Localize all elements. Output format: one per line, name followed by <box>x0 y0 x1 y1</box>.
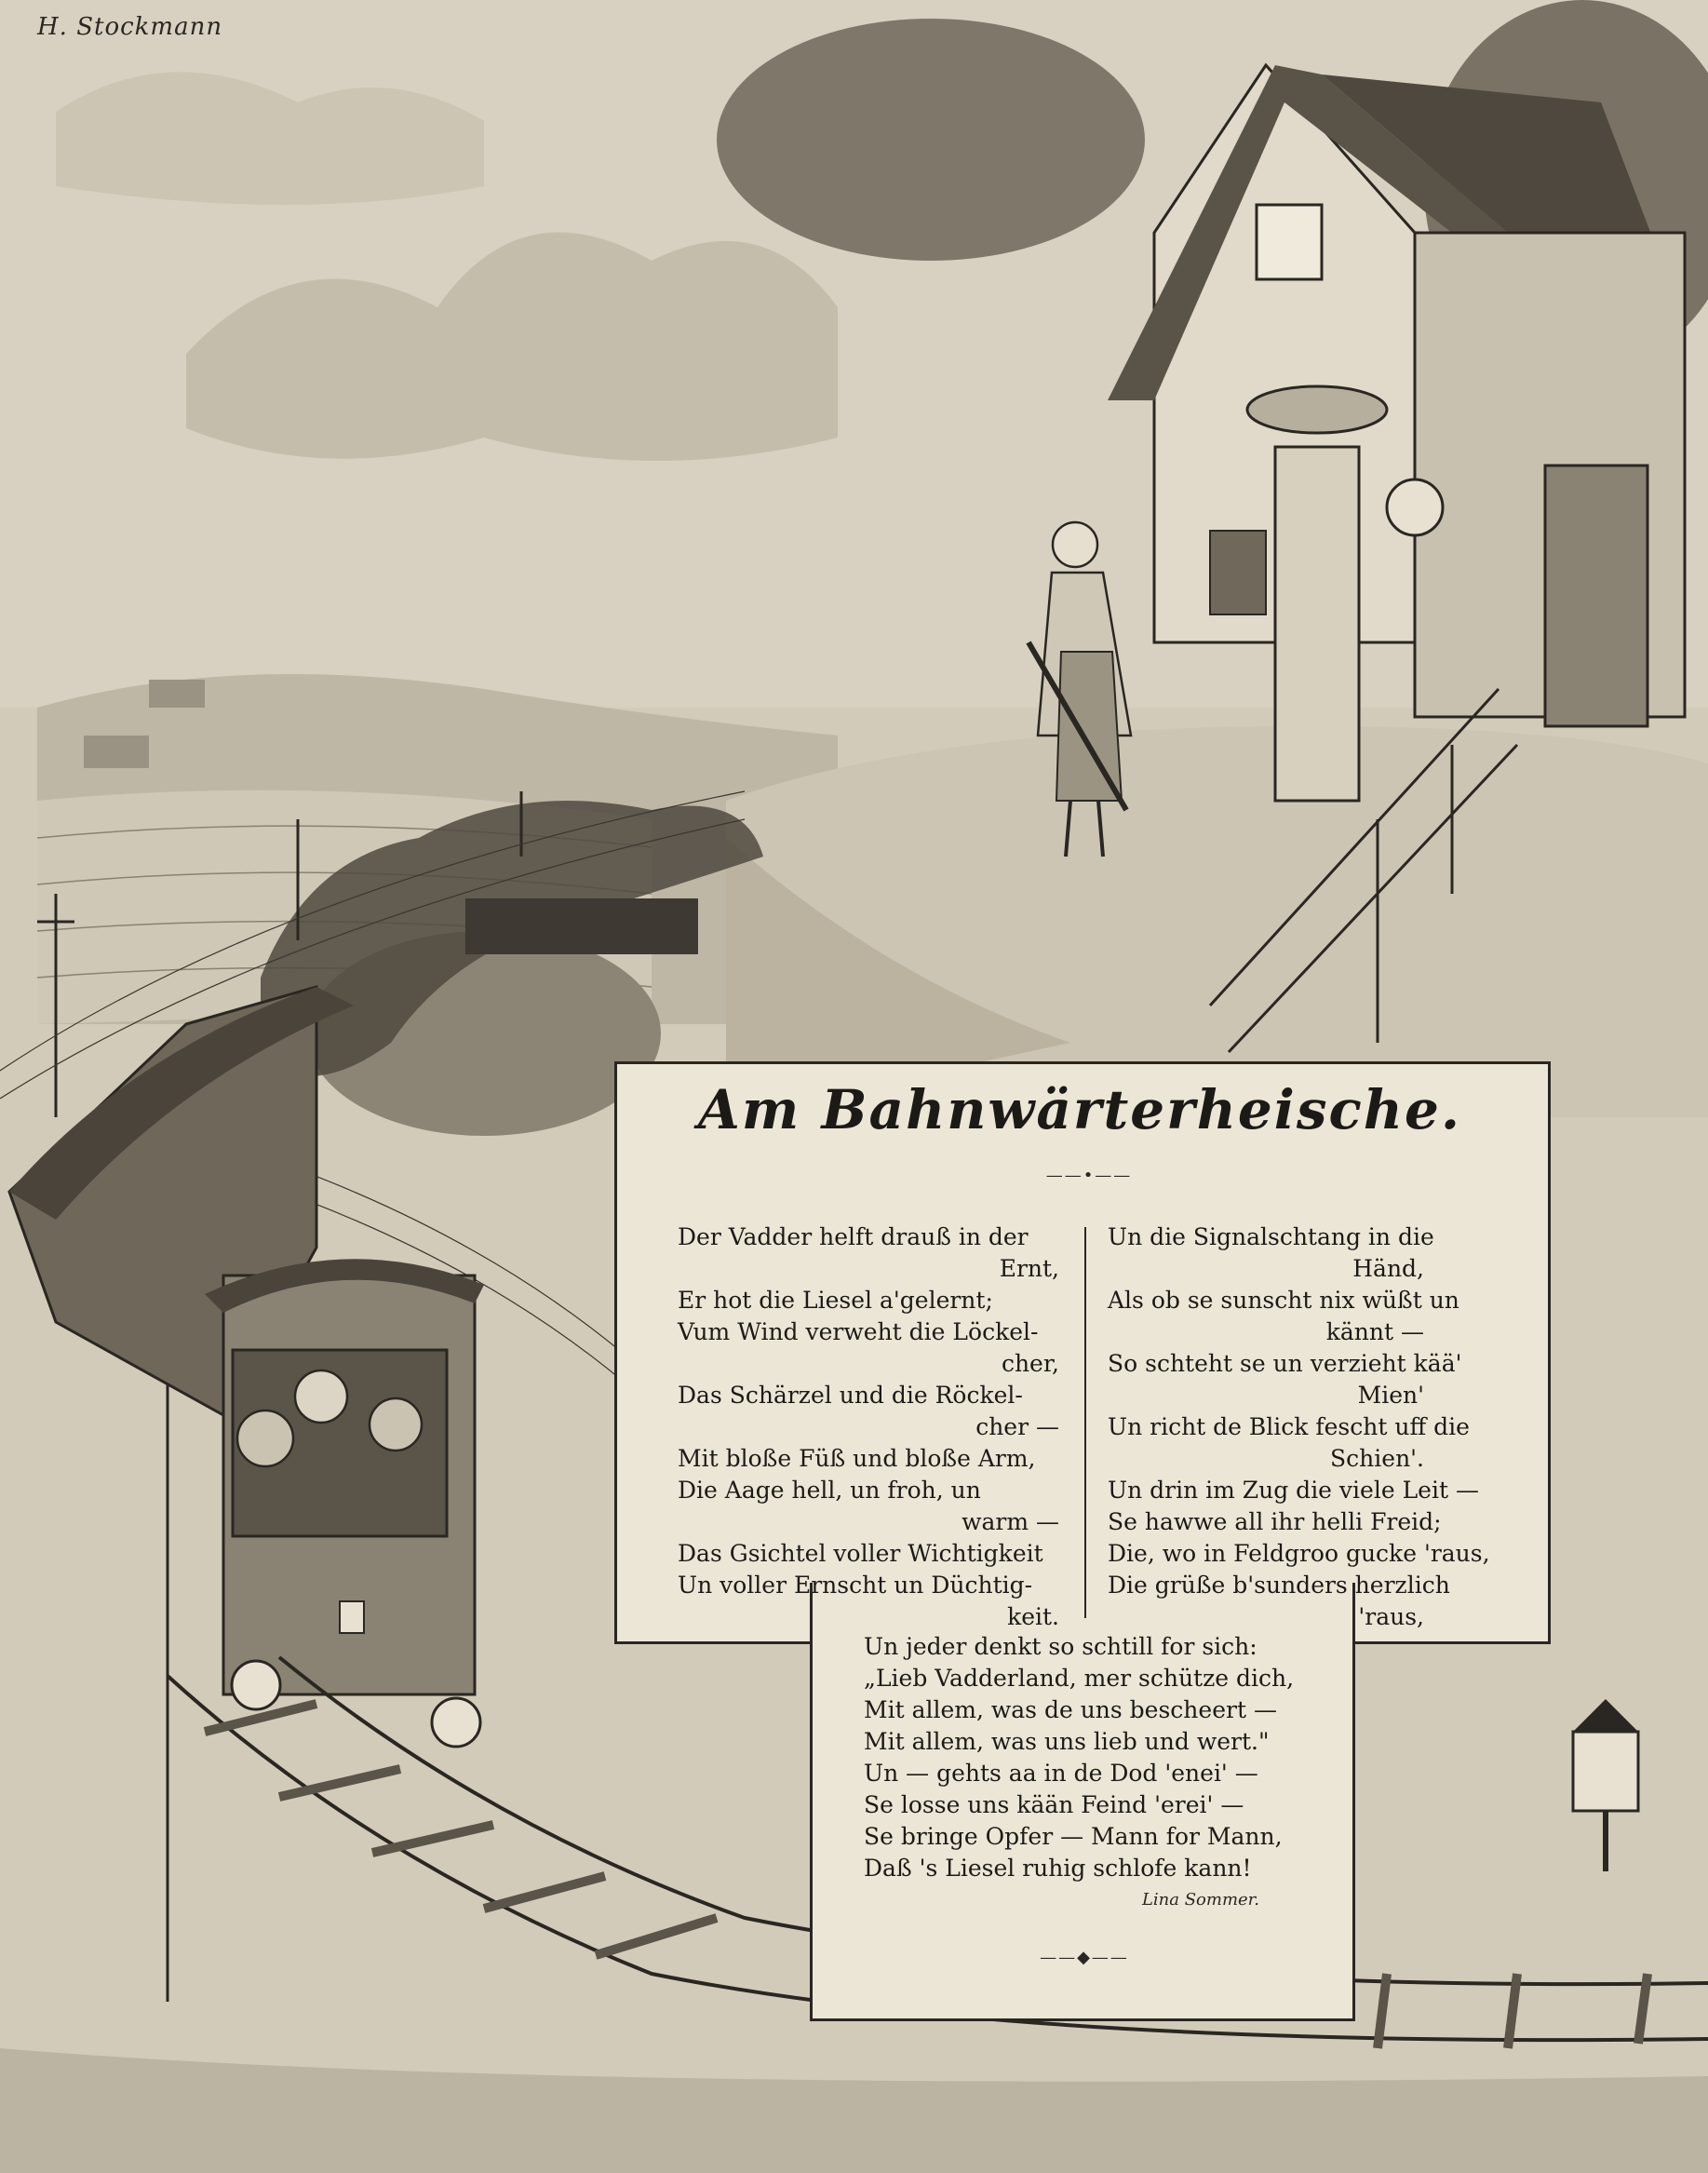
distant-house <box>149 680 205 708</box>
train-rear-lamp <box>340 1601 364 1633</box>
poem-line: Un jeder denkt so schtill for sich: <box>864 1633 1257 1660</box>
poem-right-column <box>1108 1221 1490 1633</box>
soldier-head-1 <box>237 1410 293 1466</box>
signal-post <box>1275 447 1359 801</box>
trackside-lamp-cap <box>1573 1699 1638 1732</box>
poem-line: Daß 's Liesel ruhig schlofe kann! <box>864 1855 1252 1882</box>
artist-signature: H. Stockmann <box>37 13 223 41</box>
poem-line: Das Gsichtel voller Wichtigkeit <box>678 1540 1043 1567</box>
column-divider <box>1084 1227 1086 1618</box>
tree-canopy <box>717 19 1145 261</box>
poem-line: keit. <box>1007 1603 1059 1630</box>
buffer-right <box>432 1698 480 1747</box>
poem-line: Die, wo in Feldgroo gucke 'raus, <box>1108 1540 1490 1567</box>
foreground-ground <box>0 2048 1708 2173</box>
poem-line: Mit allem, was de uns bescheert — <box>864 1696 1277 1723</box>
buffer-left <box>232 1661 280 1709</box>
poem-line: Er hot die Liesel a'gelernt; <box>678 1287 993 1314</box>
poem-line: warm — <box>962 1508 1059 1535</box>
poem-line: So schteht se un verzieht kää' <box>1108 1350 1462 1377</box>
poem-line: Das Schärzel und die Röckel- <box>678 1382 1023 1409</box>
soldier-head-2 <box>295 1370 347 1423</box>
poem-line: „Lieb Vadderland, mer schütze dich, <box>864 1665 1295 1692</box>
poem-line: Un — gehts aa in de Dod 'enei' — <box>864 1760 1258 1787</box>
house-door <box>1545 466 1647 726</box>
poem-left-column <box>678 1221 1059 1633</box>
poem-line: Mit allem, was uns lieb und wert." <box>864 1728 1270 1755</box>
poem-line: Der Vadder helft drauß in der <box>678 1223 1029 1250</box>
end-ornament: ——◆—— <box>1040 1948 1129 1967</box>
poem-author: Lina Sommer. <box>1141 1890 1260 1910</box>
poem-line: cher — <box>975 1413 1059 1440</box>
house-lower-window <box>1210 531 1266 614</box>
poem-line: Mit bloße Füß und bloße Arm, <box>678 1445 1036 1472</box>
poem-line: Vum Wind verweht die Löckel- <box>678 1318 1039 1345</box>
poem-line: cher, <box>1001 1350 1059 1377</box>
poem-line: Schien'. <box>1330 1445 1424 1472</box>
poem-line: kännt — <box>1325 1318 1424 1345</box>
girl-head <box>1053 522 1097 567</box>
poem-line: Die Aage hell, un froh, un <box>678 1477 981 1504</box>
poem-line: Se hawwe all ihr helli Freid; <box>1108 1508 1442 1535</box>
poem-line: Händ, <box>1352 1255 1424 1282</box>
trackside-lamp <box>1573 1732 1638 1811</box>
poem-line: Un drin im Zug die viele Leit — <box>1108 1477 1479 1504</box>
poem-line: Se bringe Opfer — Mann for Mann, <box>864 1823 1283 1850</box>
girl-skirt-apron <box>1056 652 1122 801</box>
distant-train <box>465 898 698 954</box>
poem-line: Un voller Ernscht un Düchtig- <box>678 1572 1033 1599</box>
soldier-head-3 <box>370 1398 422 1451</box>
house-window <box>1257 205 1322 279</box>
poem-line: Un richt de Blick fescht uff die <box>1108 1413 1470 1440</box>
poem-line: Ernt, <box>999 1255 1059 1282</box>
signal-post-cap <box>1247 386 1387 433</box>
distant-house-2 <box>84 736 149 768</box>
poem-line: Die grüße b'sunders herzlich <box>1108 1572 1450 1599</box>
poem-line: 'raus, <box>1358 1603 1424 1630</box>
poem-line: Se losse uns kään Feind 'erei' — <box>864 1791 1244 1818</box>
poem-line: Mien' <box>1357 1382 1424 1409</box>
poem-line: Un die Signalschtang in die <box>1108 1223 1434 1250</box>
title-ornament: ——•—— <box>1045 1166 1133 1185</box>
poem-bottom-stanza <box>864 1631 1301 1884</box>
poem-line: Als ob se sunscht nix wüßt un <box>1108 1287 1459 1314</box>
poem-title: Am Bahnwärterheische. <box>697 1078 1462 1141</box>
signal-disc <box>1387 479 1443 535</box>
